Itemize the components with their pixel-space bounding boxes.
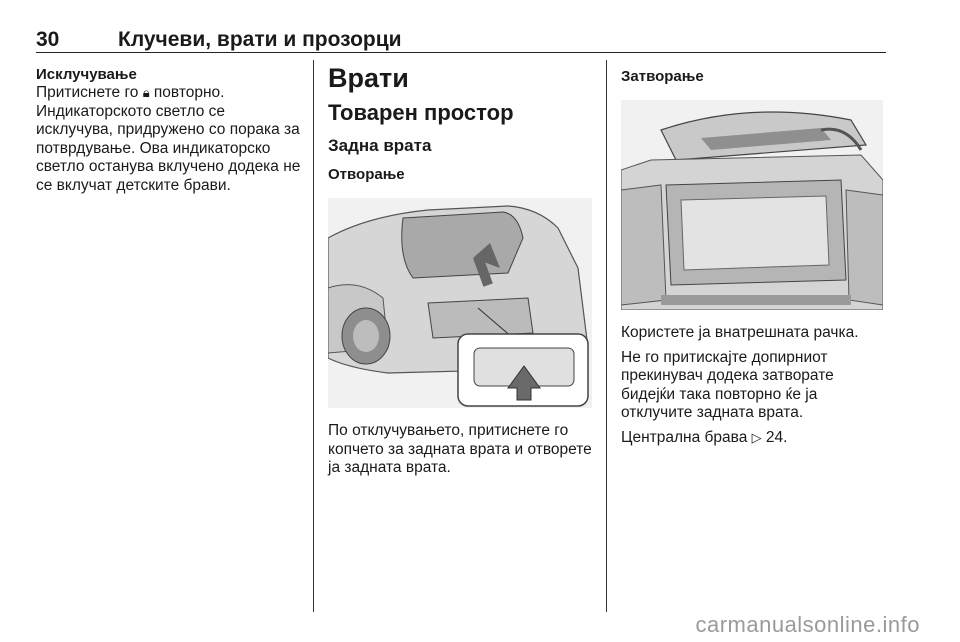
paragraph: Индикаторското светло се исклучува, придружено со порака за потврдување. Ова индикаторско светло останува вклучено додека не се вклучат детските брави. bbox=[36, 102, 301, 194]
column-left bbox=[36, 62, 304, 195]
closing-paragraph-2: Не го притискајте допирниот прекинувач додека затворате бидејќи така повторно ќе ја отклучите задната врата. bbox=[621, 348, 834, 421]
watermark-text: carmanualsonline.info bbox=[695, 612, 920, 637]
page-header bbox=[36, 22, 886, 53]
tailgate-opening-illustration bbox=[328, 198, 592, 408]
instruction-line: Притиснете го 🔒︎ повторно. bbox=[36, 84, 225, 101]
opening-caption: По отклучувањето, притиснете го копчето за задната врата и отворете ја задната врата. bbox=[328, 422, 592, 476]
column-right bbox=[621, 62, 886, 447]
arrow-reference-icon: ▷ bbox=[751, 429, 762, 445]
tailgate-closing-illustration bbox=[621, 100, 883, 310]
column-divider bbox=[313, 60, 314, 612]
column-divider bbox=[606, 60, 607, 612]
lock-icon: 🔒︎ bbox=[142, 85, 150, 100]
section-heading: Задна врата bbox=[328, 136, 432, 155]
closing-paragraph-3: Централна брава ▷ 24. bbox=[621, 428, 788, 446]
section-heading-disable: Исклучување bbox=[36, 66, 137, 83]
chapter-title: Клучеви, врати и прозорци bbox=[118, 28, 402, 51]
column-middle bbox=[328, 62, 596, 478]
closing-paragraph-1: Користете ја внатрешната рачка. bbox=[621, 324, 859, 341]
subsection-heading-closing: Затворање bbox=[621, 68, 704, 85]
section-title: Врати bbox=[328, 63, 409, 93]
subsection-heading-opening: Отворање bbox=[328, 166, 405, 183]
section-subtitle: Товарен простор bbox=[328, 100, 514, 125]
page-number: 30 bbox=[36, 28, 60, 51]
